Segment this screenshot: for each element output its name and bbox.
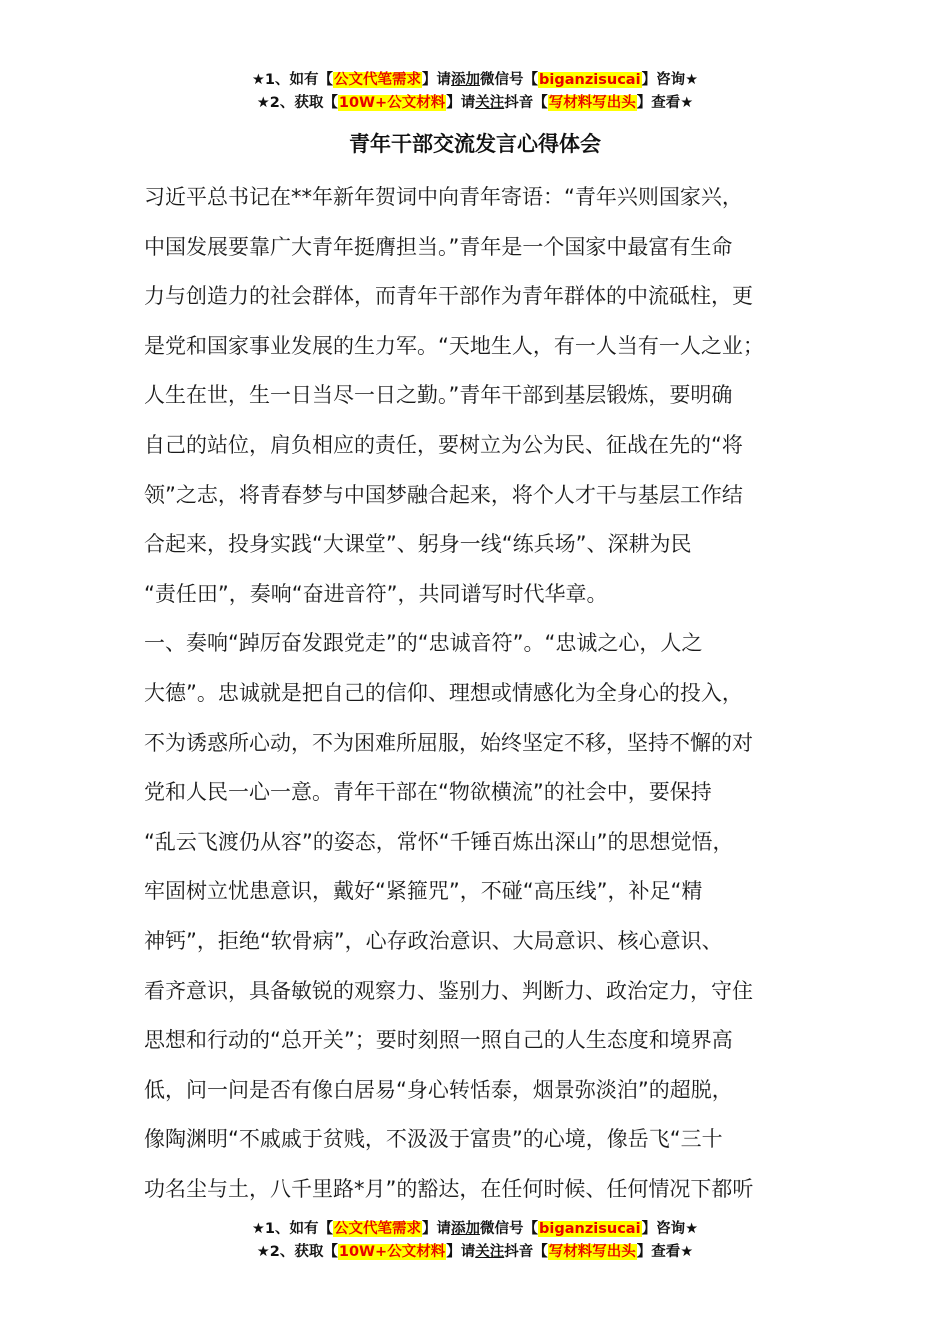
body-line: 功名尘与土，八千里路*月”的豁达，在任何时候、任何情况下都听 (144, 1176, 754, 1201)
banner-highlight: 10W+公文材料 (338, 95, 446, 111)
body-line: 神钙”，拒绝“软骨病”，心存政治意识、大局意识、核心意识、 (144, 928, 723, 953)
body-line: 领”之志，将青春梦与中国梦融合起来，将个人才干与基层工作结 (144, 482, 743, 507)
banner-text: 微信号【 (480, 1221, 539, 1237)
body-line: 习近平总书记在**年新年贺词中向青年寄语：“青年兴则国家兴， (144, 185, 743, 209)
section-heading-line: 一、奏响“踔厉奋发跟党走”的“忠诚音符”。“忠诚之心，人之 (144, 631, 703, 656)
body-line: “乱云飞渡仍从容”的姿态，常怀“千锤百炼出深山”的思想觉悟， (144, 829, 734, 854)
douyin-account-highlight: 写材料写出头 (548, 95, 636, 111)
banner-text: ★2、获取【 (256, 95, 338, 111)
banner-text: 】咨询★ (641, 1221, 699, 1237)
banner-text: 】请 (422, 1221, 452, 1237)
banner-line-2 (0, 92, 950, 115)
body-line: 力与创造力的社会群体，而青年干部作为青年群体的中流砥柱，更 (144, 284, 753, 309)
banner-underlined-text: 添加 (451, 1221, 481, 1237)
wechat-id-highlight: biganzisucai (539, 1221, 641, 1237)
body-line: 自己的站位，肩负相应的责任，要树立为公为民、征战在先的“将 (144, 432, 743, 457)
banner-text: ★1、如有【 (251, 1221, 334, 1237)
banner-text: 微信号【 (480, 72, 539, 88)
body-line: 不为诱惑所心动，不为困难所屈服，始终坚定不移，坚持不懈的对 (144, 730, 753, 755)
banner-text: 】请 (446, 95, 476, 111)
body-line: 像陶渊明“不戚戚于贫贱，不汲汲于富贵”的心境，像岳飞“三十 (144, 1127, 723, 1152)
banner-highlight: 10W+公文材料 (338, 1244, 446, 1260)
body-line: 牢固树立忧患意识，戴好“紧箍咒”，不碰“高压线”，补足“精 (144, 879, 703, 904)
body-line: 是党和国家事业发展的生力军。“天地生人，有一人当有一人之业； (144, 333, 764, 358)
banner-line-1 (0, 1218, 950, 1241)
body-line: 看齐意识，具备敏锐的观察力、鉴别力、判断力、政治定力，守住 (144, 978, 753, 1003)
body-line: 思想和行动的“总开关”；要时刻照一照自己的人生态度和境界高 (144, 1028, 733, 1053)
douyin-account-highlight: 写材料写出头 (548, 1244, 636, 1260)
banner-text: 】咨询★ (641, 72, 699, 88)
document-body (144, 173, 834, 1214)
bottom-banner (0, 1218, 950, 1264)
banner-underlined-text: 关注 (475, 95, 505, 111)
document-title: 青年干部交流发言心得体会 (349, 132, 601, 156)
body-line: 合起来，投身实践“大课堂”、躬身一线“练兵场”、深耕为民 (144, 532, 692, 557)
banner-text: 抖音【 (504, 1244, 548, 1260)
banner-underlined-text: 关注 (475, 1244, 505, 1260)
banner-text: 抖音【 (504, 95, 548, 111)
banner-text: 】查看★ (636, 95, 694, 111)
banner-underlined-text: 添加 (451, 72, 481, 88)
body-line: 低，问一问是否有像白居易“身心转恬泰，烟景弥淡泊”的超脱， (144, 1077, 733, 1102)
body-line: 大德”。忠诚就是把自己的信仰、理想或情感化为全身心的投入， (144, 680, 743, 705)
banner-line-2 (0, 1241, 950, 1264)
banner-text: 】请 (446, 1244, 476, 1260)
body-line: “责任田”，奏响“奋进音符”，共同谱写时代华章。 (144, 581, 608, 606)
top-banner (0, 69, 950, 115)
banner-text: 】请 (422, 72, 452, 88)
banner-line-1 (0, 69, 950, 92)
banner-highlight: 公文代笔需求 (334, 1221, 422, 1237)
wechat-id-highlight: biganzisucai (539, 72, 641, 88)
banner-text: 】查看★ (636, 1244, 694, 1260)
banner-text: ★2、获取【 (256, 1244, 338, 1260)
banner-text: ★1、如有【 (251, 72, 334, 88)
body-line: 人生在世，生一日当尽一日之勤。”青年干部到基层锻炼，要明确 (144, 383, 733, 408)
body-line: 中国发展要靠广大青年挺膺担当。”青年是一个国家中最富有生命 (144, 234, 733, 259)
banner-highlight: 公文代笔需求 (334, 72, 422, 88)
body-line: 党和人民一心一意。青年干部在“物欲横流”的社会中，要保持 (144, 780, 712, 805)
